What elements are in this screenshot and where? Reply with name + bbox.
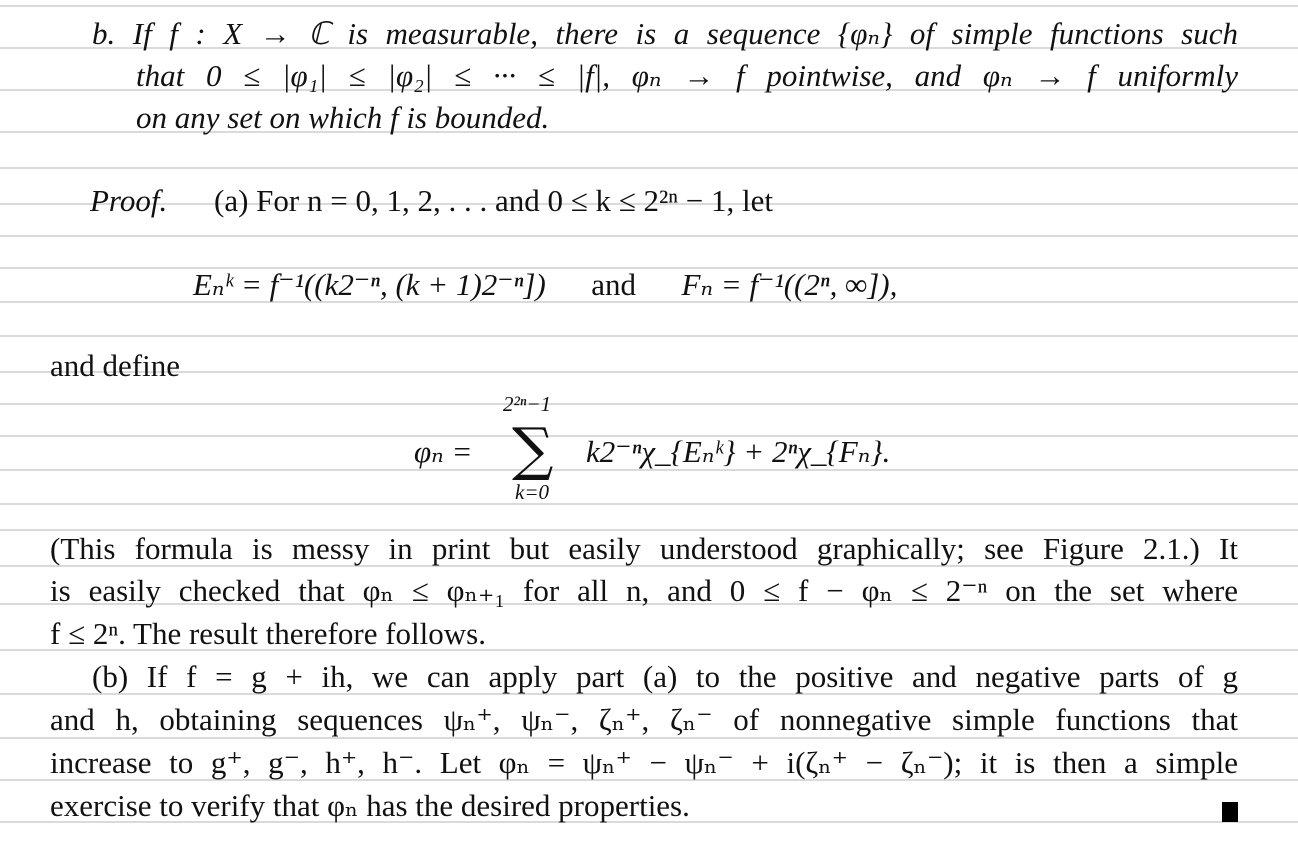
part-b-line-3: on any set on which f is bounded.: [136, 100, 550, 135]
part-b-line-1: b. If f : X → ℂ is measurable, there is a sequence {φₙ} of simple functions such: [92, 16, 1238, 51]
para1-line-1: (This formula is messy in print but easily understood graphically; see Figure 2.1.) It: [50, 531, 1238, 566]
part-b-line-2: that 0 ≤ |φ₁| ≤ |φ₂| ≤ ··· ≤ |f|, φₙ → f pointwise, and φₙ → f uniformly: [136, 58, 1238, 93]
para2-line-1: (b) If f = g + ih, we can apply part (a) to the positive and negative parts of g: [92, 659, 1238, 694]
eq2-sum-upper: 2²ⁿ−1: [503, 392, 552, 416]
proof-intro: (a) For n = 0, 1, 2, . . . and 0 ≤ k ≤ 2²ⁿ − 1, let: [214, 183, 774, 218]
eq1-right: Fₙ = f⁻¹((2ⁿ, ∞]),: [681, 267, 898, 302]
proof-label: Proof.: [90, 183, 168, 218]
eq2-sum-lower: k=0: [515, 480, 549, 504]
para2-line-2: and h, obtaining sequences ψₙ⁺, ψₙ⁻, ζₙ⁺, ζₙ⁻ of nonnegative simple functions that: [50, 702, 1238, 737]
para2-line-4: exercise to verify that φₙ has the desired properties.: [50, 788, 690, 823]
equation-E-n-k: [193, 265, 897, 305]
para2-line-3: increase to g⁺, g⁻, h⁺, h⁻. Let φₙ = ψₙ⁺ − ψₙ⁻ + i(ζₙ⁺ − ζₙ⁻); it is then a simple: [50, 745, 1238, 780]
eq2-lhs: φₙ =: [414, 434, 473, 469]
para1-line-2: is easily checked that φₙ ≤ φₙ₊₁ for all n, and 0 ≤ f − φₙ ≤ 2⁻ⁿ on the set where: [50, 573, 1238, 608]
eq1-left: Eₙᵏ = f⁻¹((k2⁻ⁿ, (k + 1)2⁻ⁿ]): [193, 267, 546, 302]
eq2-sum-symbol: ∑: [512, 415, 554, 483]
qed-square-icon: [1222, 802, 1238, 822]
eq2-rhs: k2⁻ⁿχ_{Eₙᵏ} + 2ⁿχ_{Fₙ}.: [586, 434, 891, 469]
eq1-and: and: [591, 267, 637, 302]
para1-line-3: f ≤ 2ⁿ. The result therefore follows.: [50, 616, 486, 651]
and-define-text: and define: [50, 348, 180, 383]
